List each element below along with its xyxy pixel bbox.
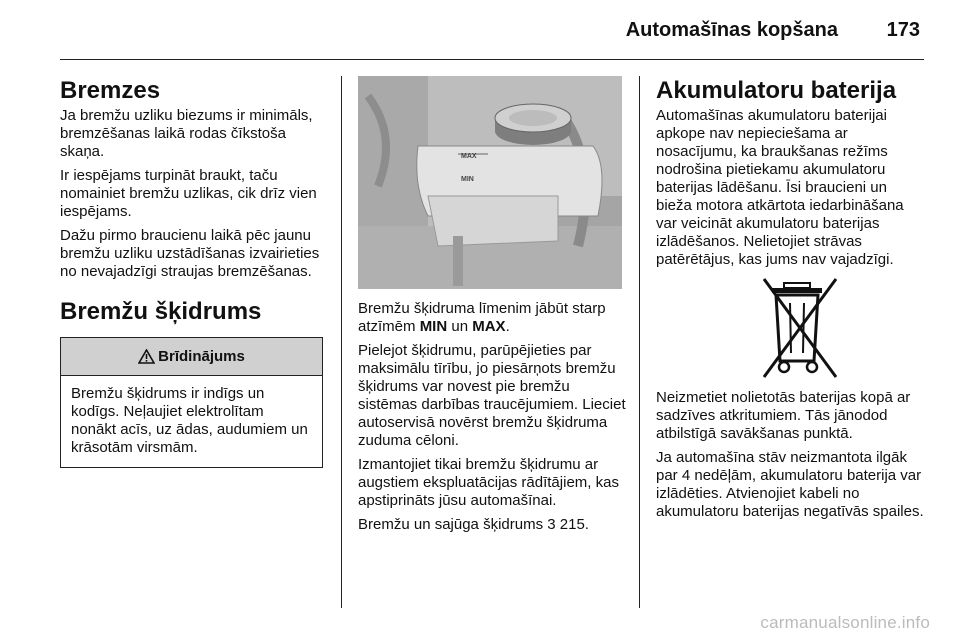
header-rule <box>60 59 924 60</box>
chapter-title: Automašīnas kopšana <box>625 19 838 41</box>
section-heading-battery: Akumulatoru baterija <box>656 77 897 104</box>
page-header <box>0 0 960 60</box>
max-mark: MAX <box>461 153 477 160</box>
column-left <box>60 76 330 468</box>
footer-watermark: carmanualsonline.info <box>760 613 930 632</box>
paragraph: Neizmetiet nolietotās baterijas kopā ar sadzīves atkritumiem. Tās jānodod atbilstīgā savākšanas punktā. <box>656 389 911 442</box>
page-number: 173 <box>886 19 920 41</box>
min-mark: MIN <box>461 176 474 183</box>
paragraph: Bremžu šķidruma līmenim jābūt starp atzīmēm MIN un MAX. <box>358 300 606 335</box>
column-right <box>656 76 926 527</box>
warning-header <box>61 338 322 376</box>
page-reference-icon: 3 <box>547 516 556 533</box>
paragraph: Bremžu un sajūga šķidrums 3 215. <box>358 516 589 533</box>
crossed-out-bin-icon <box>762 277 838 379</box>
warning-text: Bremžu šķidrums ir indīgs un kodīgs. Neļaujiet elektrolītam nonākt acīs, uz ādas, audumiem un krāsotām virsmām. <box>71 385 308 456</box>
column-divider <box>341 76 342 608</box>
section-heading-brakes: Bremzes <box>60 77 161 104</box>
paragraph: Pielejot šķidrumu, parūpējieties par maksimālu tīrību, jo piesārņots bremžu šķidrums var novest pie bremžu sistēmas darbības traucējumiem. Lieciet autoservisā novērst bremžu šķidruma zuduma cēloni. <box>358 342 626 449</box>
warning-triangle-icon <box>138 349 155 364</box>
paragraph: Izmantojiet tikai bremžu šķidrumu ar augstiem ekspluatācijas rādītājiem, kas apstiprināts jūsu automašīnai. <box>358 456 619 509</box>
paragraph: Automašīnas akumulatoru baterijai apkope nav nepieciešama ar nosacījumu, ka braukšanas režīms nodrošina pietiekamu akumulatoru baterijas lādēšanu. Īsi braucieni un bieža motora atkārtota iedarbināšana var veicināt akumulatoru baterijas izlādēšanos. Nelietojiet strāvas patērētājus, kas jums nav vajadzīgi. <box>656 107 904 268</box>
warning-box <box>60 337 323 468</box>
warning-title: Brīdinājums <box>158 347 245 365</box>
column-divider <box>639 76 640 608</box>
section-heading-brake-fluid: Bremžu šķidrums <box>60 298 262 325</box>
brake-fluid-reservoir-photo <box>358 76 622 289</box>
paragraph: Ja automašīna stāv neizmantota ilgāk par 4 nedēļām, akumulatoru baterija var izlādēties. Atvienojiet kabeli no akumulatoru baterijas negatīvās spailes. <box>656 449 924 520</box>
column-middle <box>358 76 628 540</box>
paragraph: Ja bremžu uzliku biezums ir minimāls, bremzēšanas laikā rodas čīkstoša skaņa. <box>60 107 313 160</box>
paragraph: Dažu pirmo braucienu laikā pēc jaunu bremžu uzliku uzstādīšanas izvairieties no nevajadzīgi straujas bremzēšanas. <box>60 227 320 280</box>
paragraph: Ir iespējams turpināt braukt, taču nomainiet bremžu uzlikas, cik drīz vien iespējams. <box>60 167 317 220</box>
